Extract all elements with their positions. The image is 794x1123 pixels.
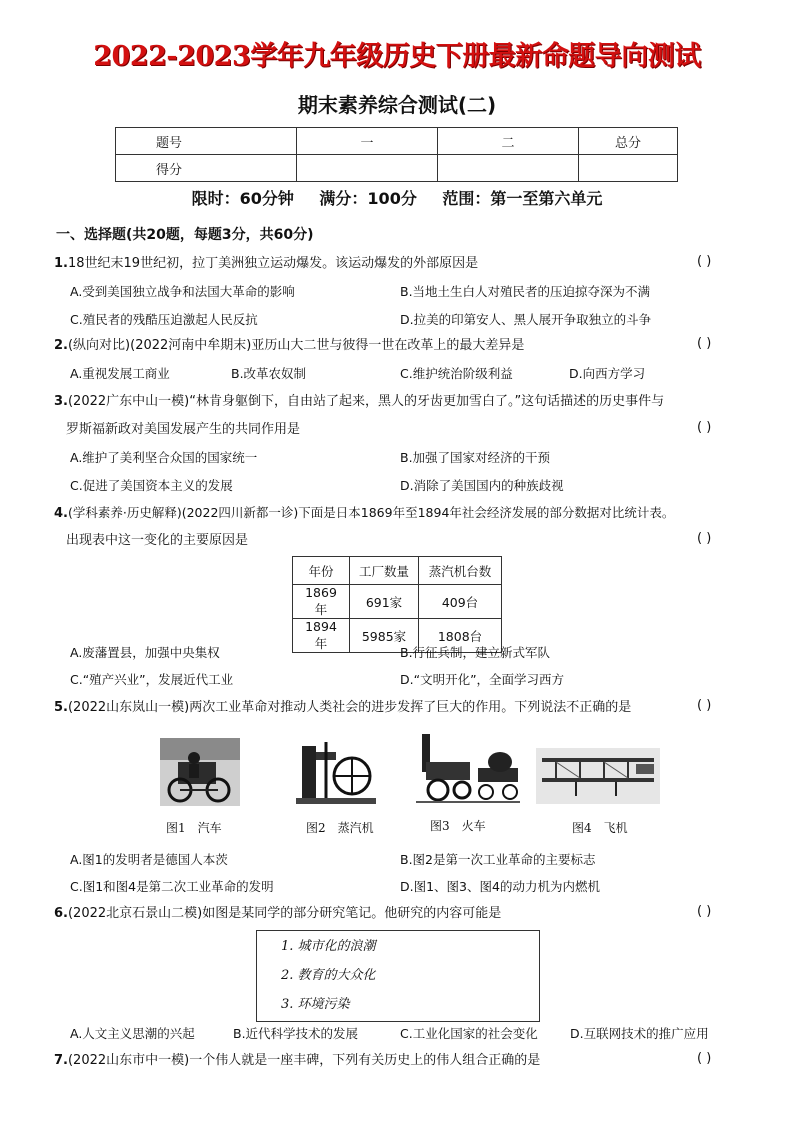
score-cell: 二 xyxy=(438,128,579,155)
score-input-cell[interactable] xyxy=(579,155,678,182)
score-cell: 一 xyxy=(297,128,438,155)
question-number: 4. xyxy=(54,506,68,521)
train-figure xyxy=(416,732,520,806)
question-text: (2022山东岚山一模)两次工业革命对推动人类社会的进步发挥了巨大的作用。下列说法不正确的是 xyxy=(67,700,632,715)
score-cell: 题号 xyxy=(116,128,297,155)
table-row xyxy=(293,557,502,585)
answer-paren[interactable]: ( ) xyxy=(697,336,712,351)
figure-caption: 图1 汽车 xyxy=(166,821,222,835)
question-number: 2. xyxy=(54,338,68,353)
table-row xyxy=(293,585,502,619)
figure-caption: 图2 蒸汽机 xyxy=(306,821,374,835)
note-item: 2. 教育的大众化 xyxy=(281,968,376,983)
option-a: A.重视发展工商业 xyxy=(70,366,170,381)
table-cell: 409台 xyxy=(419,585,502,619)
answer-paren[interactable]: ( ) xyxy=(697,420,712,435)
option-d: D.“文明开化”，全面学习西方 xyxy=(400,672,565,687)
question-number: 5. xyxy=(54,700,68,715)
answer-paren[interactable]: ( ) xyxy=(697,531,712,546)
option-a: A.受到美国独立战争和法国大革命的影响 xyxy=(70,284,295,299)
option-c: C.“殖产兴业”，发展近代工业 xyxy=(70,672,234,687)
section-heading: 一、选择题(共20题，每题3分，共60分) xyxy=(56,227,314,243)
question-text: (学科素养·历史解释)(2022四川新都一诊)下面是日本1869年至1894年社会经济发展的部分数据对比统计表。 xyxy=(67,505,675,520)
answer-paren[interactable]: ( ) xyxy=(697,698,712,713)
table-cell: 1894年 xyxy=(293,619,350,653)
option-a: A.图1的发明者是德国人本茨 xyxy=(70,852,228,867)
score-cell: 总分 xyxy=(579,128,678,155)
airplane-figure xyxy=(536,748,660,804)
table-header: 工厂数量 xyxy=(350,557,419,585)
score-cell: 得分 xyxy=(116,155,297,182)
question-7 xyxy=(54,1051,540,1071)
score-input-cell[interactable] xyxy=(297,155,438,182)
option-c: C.促进了美国资本主义的发展 xyxy=(70,478,233,493)
data-table xyxy=(292,556,502,653)
option-d: D.互联网技术的推广应用 xyxy=(570,1026,709,1041)
option-c: C.维护统治阶级利益 xyxy=(400,366,513,381)
question-number: 7. xyxy=(54,1053,68,1068)
figure-caption: 图3 火车 xyxy=(430,819,486,833)
table-cell: 1808台 xyxy=(419,619,502,653)
question-3 xyxy=(54,392,664,412)
option-a: A.维护了美利坚合众国的国家统一 xyxy=(70,450,258,465)
question-text: (2022北京石景山二模)如图是某同学的部分研究笔记。他研究的内容可能是 xyxy=(67,906,502,921)
option-d: D.图1、图3、图4的动力机为内燃机 xyxy=(400,879,600,894)
question-6 xyxy=(54,904,501,924)
table-cell: 1869年 xyxy=(293,585,350,619)
option-b: B.改革农奴制 xyxy=(231,366,307,381)
question-text: (纵向对比)(2022河南中牟期末)亚历山大二世与彼得一世在改革上的最大差异是 xyxy=(67,338,525,353)
option-c: C.工业化国家的社会变化 xyxy=(400,1026,538,1041)
table-header: 蒸汽机台数 xyxy=(419,557,502,585)
car-figure xyxy=(160,738,240,806)
option-d: D.消除了美国国内的种族歧视 xyxy=(400,478,564,493)
option-d: D.拉美的印第安人、黑人展开争取独立的斗争 xyxy=(400,312,652,327)
option-a: A.废藩置县，加强中央集权 xyxy=(70,645,220,660)
option-b: B.加强了国家对经济的干预 xyxy=(400,450,551,465)
option-b: B.当地土生白人对殖民者的压迫掠夺深为不满 xyxy=(400,284,651,299)
question-text: (2022山东市中一模)一个伟人就是一座丰碑，下列有关历史上的伟人组合正确的是 xyxy=(67,1053,541,1068)
figure-caption: 图4 飞机 xyxy=(572,821,628,835)
table-cell: 5985家 xyxy=(350,619,419,653)
score-input-cell[interactable] xyxy=(438,155,579,182)
full-score: 满分：100分 xyxy=(319,189,417,208)
question-number: 3. xyxy=(54,394,68,409)
exam-range: 范围：第一至第六单元 xyxy=(442,189,603,208)
question-number: 1. xyxy=(54,256,68,271)
page-title: 2022-2023学年九年级历史下册最新命题导向测试 xyxy=(93,41,701,72)
question-5 xyxy=(54,698,631,718)
option-b: B.行征兵制，建立新式军队 xyxy=(400,645,551,660)
answer-paren[interactable]: ( ) xyxy=(697,904,712,919)
answer-paren[interactable]: ( ) xyxy=(697,1051,712,1066)
page-subtitle: 期末素养综合测试(二) xyxy=(297,93,497,117)
question-text-cont: 罗斯福新政对美国发展产生的共同作用是 xyxy=(66,422,301,437)
note-item: 3. 环境污染 xyxy=(281,997,350,1012)
steam-engine-figure xyxy=(296,738,376,806)
exam-limits xyxy=(0,186,794,209)
answer-paren[interactable]: ( ) xyxy=(697,254,712,269)
table-row xyxy=(116,128,678,155)
note-item: 1. 城市化的浪潮 xyxy=(281,939,376,954)
research-notes xyxy=(256,930,540,1022)
table-header: 年份 xyxy=(293,557,350,585)
option-d: D.向西方学习 xyxy=(569,366,646,381)
question-1 xyxy=(54,254,478,274)
question-4 xyxy=(54,503,794,524)
question-2 xyxy=(54,336,524,356)
question-number: 6. xyxy=(54,906,68,921)
question-text: 18世纪末19世纪初，拉丁美洲独立运动爆发。该运动爆发的外部原因是 xyxy=(67,256,479,271)
option-b: B.图2是第一次工业革命的主要标志 xyxy=(400,852,596,867)
option-a: A.人文主义思潮的兴起 xyxy=(70,1026,195,1041)
question-text: (2022广东中山一模)“林肯身躯倒下，自由站了起来，黑人的牙齿更加雪白了。”这句话描述的历史事件与 xyxy=(67,394,665,409)
option-c: C.图1和图4是第二次工业革命的发明 xyxy=(70,879,274,894)
table-cell: 691家 xyxy=(350,585,419,619)
time-limit: 限时：60分钟 xyxy=(191,189,294,208)
option-c: C.殖民者的残酷压迫激起人民反抗 xyxy=(70,312,258,327)
option-b: B.近代科学技术的发展 xyxy=(233,1026,359,1041)
score-table xyxy=(115,127,678,182)
question-text-cont: 出现表中这一变化的主要原因是 xyxy=(66,533,249,548)
table-row xyxy=(116,155,678,182)
